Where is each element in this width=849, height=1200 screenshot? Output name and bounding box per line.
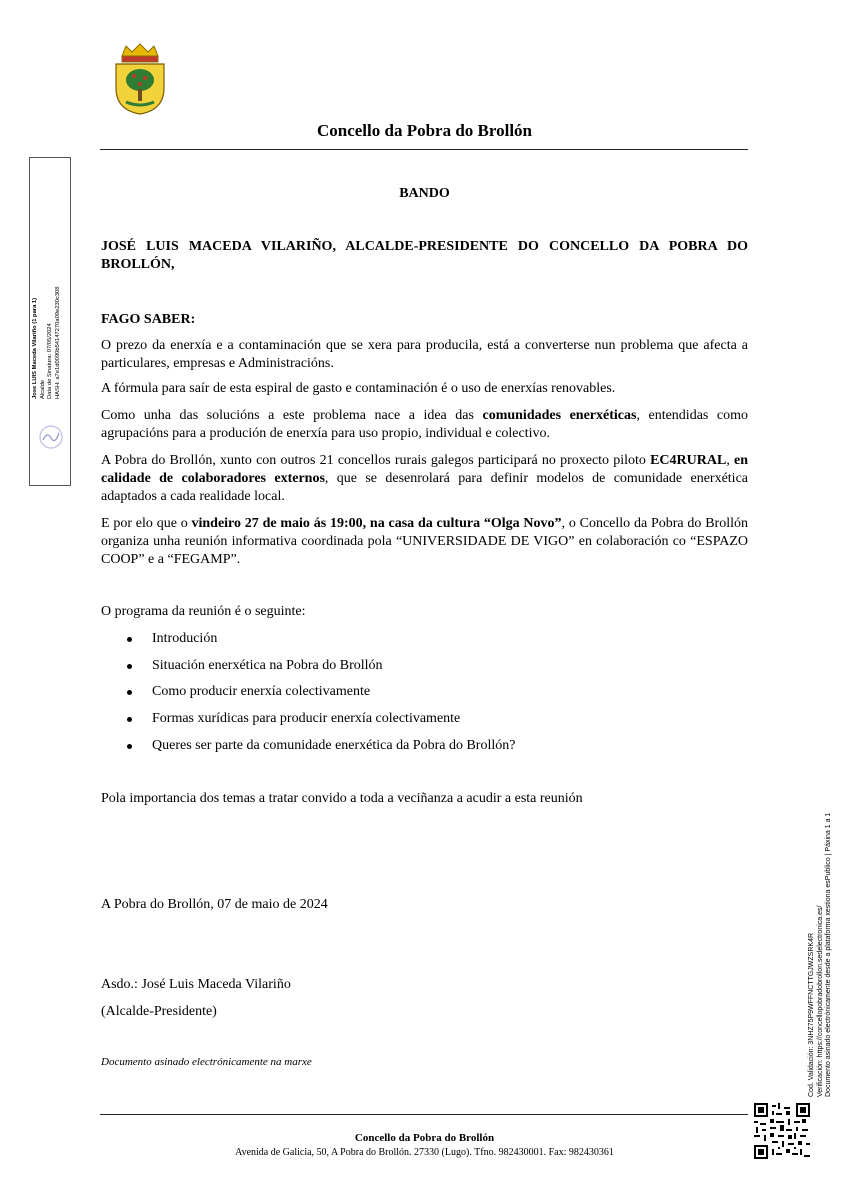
verification-text xyxy=(808,813,834,1097)
signer-role: (Alcalde-Presidente) xyxy=(101,1004,217,1019)
bullet-icon xyxy=(127,664,132,669)
bullet-icon xyxy=(127,690,132,695)
issuer-line: JOSÉ LUIS MACEDA VILARIÑO, ALCALDE-PRESIDENTE DO CONCELLO DA POBRA DO BROLLÓN, xyxy=(101,239,748,272)
validation-code: Cod. Validación: 3NHZ75P9WFFNCTTGJWZSRK4R xyxy=(808,932,815,1097)
signature-hash: HASH: a7e1d0090b54147270a09e230c308 xyxy=(54,286,61,399)
paragraph-energy-price: O prezo da enerxía e a contaminación que se xera para producila, está a converterse nun problema que afecta a particulares, empresas e Administracións. xyxy=(101,338,748,371)
signed-by: Asdo.: José Luis Maceda Vilariño xyxy=(101,977,291,992)
signature-signer: Jose LUIS Maceda Vilariño (1 para 1) xyxy=(32,297,38,399)
signature-date: Data de Sinatura: 07/05/2024 xyxy=(47,323,53,399)
header-divider xyxy=(100,149,748,150)
verification-url: Verificación: https://concellopobradobrollon.sedelectronica.es/ xyxy=(816,905,824,1097)
electronic-signature-note: Documento asinado electrónicamente na marxe xyxy=(101,1056,312,1068)
fago-saber: FAGO SABER: xyxy=(101,312,196,327)
platform-note: Documento asinado electrónicamente desde a plataforma xestiona esPublico | Páxina 1 a 1 xyxy=(825,812,832,1097)
signature-text xyxy=(32,169,62,399)
footer-address: Avenida de Galicia, 50, A Pobra do Brollón. 27330 (Lugo). Tfno. 982430001. Fax: 982430361 xyxy=(235,1147,614,1158)
paragraph-communities: Como unha das solucións a este problema nace a idea das comunidades enerxéticas, entendidas como agrupacións para a produción de enerxía para uso propio, individual e colectivo. xyxy=(101,408,748,441)
signature-stamp-icon xyxy=(37,423,65,451)
coat-of-arms-icon xyxy=(112,42,168,116)
paragraph-pilot-project: A Pobra do Brollón, xunto con outros 21 concellos rurais galegos participará no proxecto piloto EC4RURAL, en calidade de colaboradores externos, que se desenrolará para definir modelos de comunidade enerxética adaptados a cada realidade local. xyxy=(101,453,749,504)
qr-code-icon[interactable] xyxy=(754,1103,810,1159)
bullet-icon xyxy=(127,637,132,642)
place-date: A Pobra do Brollón, 07 de maio de 2024 xyxy=(101,897,328,912)
footer-divider xyxy=(100,1114,748,1115)
bullet-icon xyxy=(127,744,132,749)
paragraph-meeting: E por elo que o vindeiro 27 de maio ás 19:00, na casa da cultura “Olga Novo”, o Concello da Pobra do Brollón organiza unha reunión informativa coordinada pola “UNIVERSIDADE DE VIGO” en colaboración co “ESPAZO COOP” e a “FEGAMP”. xyxy=(101,516,748,567)
footer-name: Concello da Pobra do Brollón xyxy=(354,1132,495,1144)
closing-paragraph: Pola importancia dos temas a tratar convido a toda a veciñanza a acudir a esta reunión xyxy=(101,791,583,806)
paragraph-renewables: A fórmula para saír de esta espiral de gasto e contaminación é o uso de enerxías renovables. xyxy=(101,381,616,396)
signature-role: Alcalde xyxy=(39,379,46,399)
program-intro: O programa da reunión é o seguinte: xyxy=(101,604,306,619)
header-title: Concello da Pobra do Brollón xyxy=(316,121,533,140)
signature-box xyxy=(29,157,71,486)
document-heading: BANDO xyxy=(399,186,450,201)
bullet-icon xyxy=(127,717,132,722)
